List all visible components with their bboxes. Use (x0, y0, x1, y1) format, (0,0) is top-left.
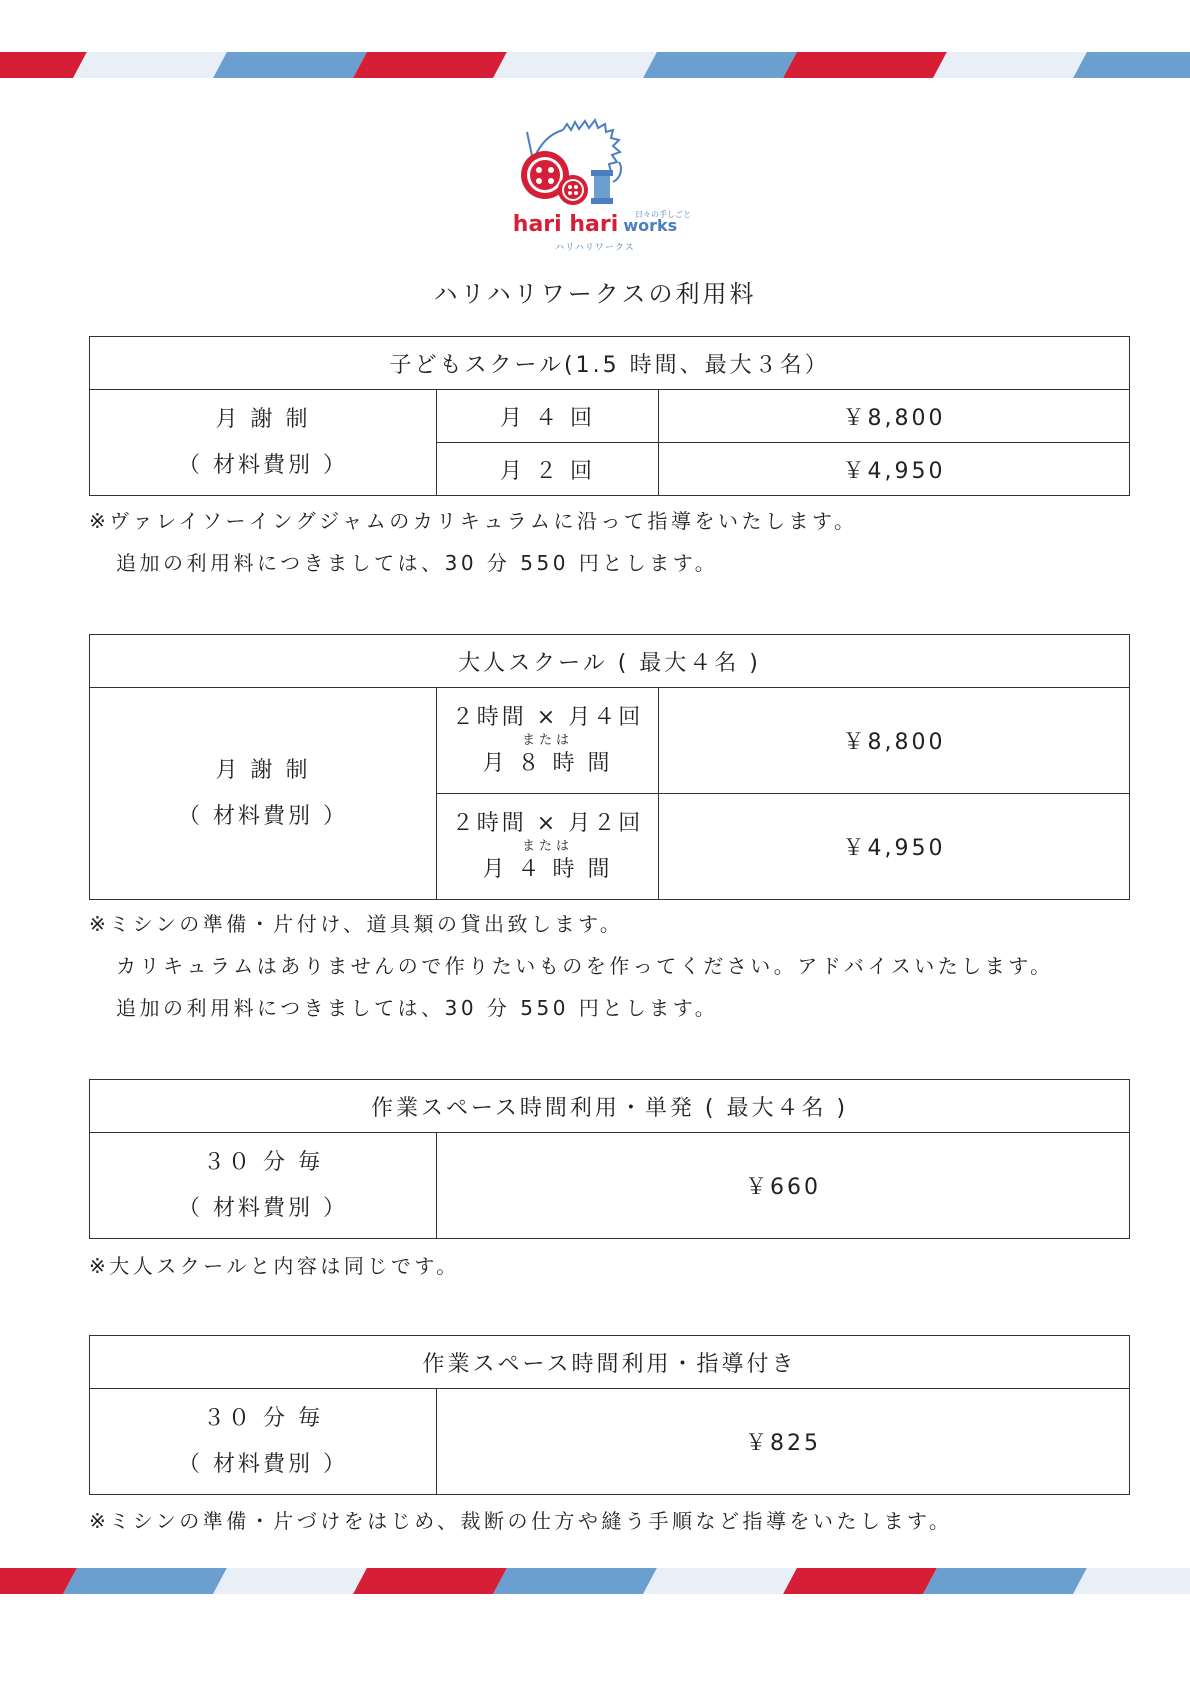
plan-or: または (521, 838, 573, 854)
workspace-single-price: ￥660 (437, 1133, 1130, 1239)
kids-school-billing-cell (90, 390, 437, 496)
adult-school-billing-cell (90, 688, 437, 900)
logo-brand-a: hari hari (512, 212, 619, 237)
kids-plan-2: 月 ２ 回 (437, 443, 659, 496)
kids-school-notes (89, 500, 857, 584)
billing-label: 月 謝 制 (215, 757, 311, 783)
kids-school-header: 子どもスクール(1.5 時間、最大３名） (90, 337, 1130, 390)
adult-school-header: 大人スクール ( 最大４名 ) (90, 635, 1130, 688)
adult-price-2: ￥4,950 (659, 794, 1130, 900)
workspace-single-billing-cell (90, 1133, 437, 1239)
kids-price-4: ￥8,800 (659, 390, 1130, 443)
logo-tagline: 日々の手しごと (635, 210, 691, 219)
adult-school-table (89, 634, 1130, 900)
note-line: ※ヴァレイソーイングジャムのカリキュラムに沿って指導をいたします。 (89, 509, 858, 533)
logo-brand-b: works (623, 216, 678, 235)
adult-plan-2 (437, 794, 659, 900)
note-line: ※ミシンの準備・片付け、道具類の貸出致します。 (89, 912, 624, 936)
plan-hours: ２時間 × 月４回 (451, 704, 644, 730)
workspace-guided-price: ￥825 (437, 1389, 1130, 1495)
kids-plan-4: 月 ４ 回 (437, 390, 659, 443)
material-note: （ 材料費別 ） (178, 803, 348, 829)
plan-monthly-hours: 月 ４ 時 間 (482, 856, 613, 882)
kids-price-2: ￥4,950 (659, 443, 1130, 496)
bottom-stripe-decoration (0, 1568, 1190, 1594)
billing-label: ３０ 分 毎 (203, 1149, 323, 1175)
billing-label: 月 謝 制 (215, 406, 311, 432)
note-line: カリキュラムはありませんので作りたいものを作ってください。アドバイスいたします。 (116, 954, 1054, 978)
workspace-guided-header: 作業スペース時間利用・指導付き (90, 1336, 1130, 1389)
brand-logo (505, 112, 691, 257)
button-and-spool-logo-icon (505, 112, 685, 212)
adult-price-4: ￥8,800 (659, 688, 1130, 794)
workspace-guided-notes (89, 1500, 952, 1542)
note-line: ※大人スクールと内容は同じです。 (89, 1254, 460, 1278)
material-note: （ 材料費別 ） (178, 1451, 348, 1477)
kids-school-table (89, 336, 1130, 496)
workspace-single-notes (89, 1245, 460, 1287)
plan-hours: ２時間 × 月２回 (451, 810, 644, 836)
workspace-single-table (89, 1079, 1130, 1239)
billing-label: ３０ 分 毎 (203, 1405, 323, 1431)
note-line: ※ミシンの準備・片づけをはじめ、裁断の仕方や縫う手順など指導をいたします。 (89, 1509, 953, 1533)
material-note: （ 材料費別 ） (178, 1195, 348, 1221)
plan-monthly-hours: 月 ８ 時 間 (482, 750, 613, 776)
page-title: ハリハリワークスの利用料 (433, 280, 757, 308)
note-line: 追加の利用料につきましては、30 分 550 円とします。 (116, 996, 719, 1020)
plan-or: または (521, 732, 573, 748)
adult-plan-4 (437, 688, 659, 794)
material-note: （ 材料費別 ） (178, 452, 348, 478)
logo-subtitle: ハリハリワークス (555, 243, 635, 253)
workspace-guided-billing-cell (90, 1389, 437, 1495)
workspace-single-header: 作業スペース時間利用・単発 ( 最大４名 ) (90, 1080, 1130, 1133)
note-line: 追加の利用料につきましては、30 分 550 円とします。 (116, 551, 719, 575)
workspace-guided-table (89, 1335, 1130, 1495)
top-stripe-decoration (0, 52, 1190, 78)
adult-school-notes (89, 903, 1054, 1029)
